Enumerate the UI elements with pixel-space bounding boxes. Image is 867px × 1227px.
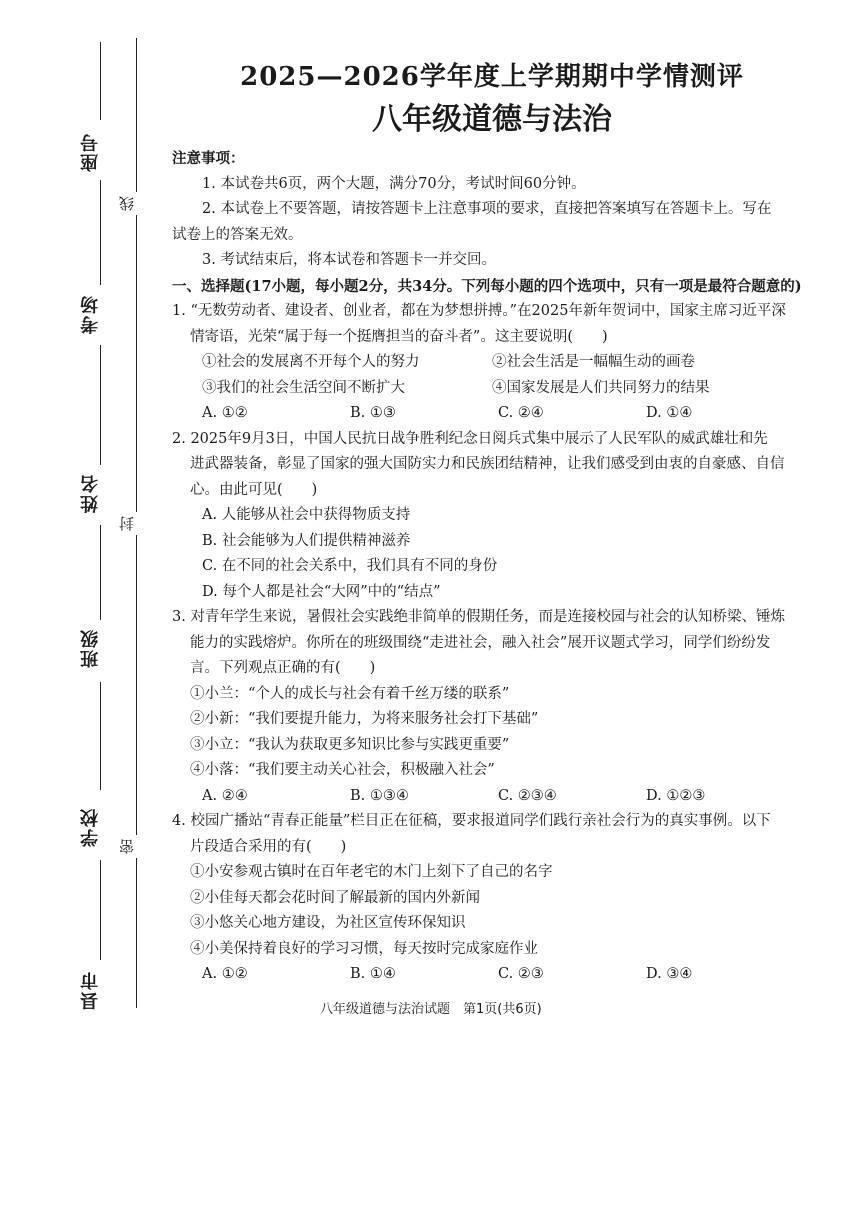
statement: ③小立：“我认为获取更多知识比参与实践更重要” [190, 736, 510, 753]
options-row [172, 784, 812, 810]
question-2 [172, 427, 812, 606]
notice-heading: 注意事项： [172, 150, 245, 167]
question-stem: 片段适合采用的有( ) [190, 838, 347, 855]
seal-char-line: 线 [116, 192, 137, 215]
question-stem: 言。下列观点正确的有( ) [190, 660, 376, 676]
statement: ③小悠关心地方建设，为社区宣传环保知识 [190, 915, 466, 931]
statement: ④小落：“我们要主动关心社会，积极融入社会” [190, 762, 495, 778]
statement: ②小新：“我们要提升能力，为将来服务社会打下基础” [190, 711, 539, 727]
class-label: 班级 [80, 628, 101, 668]
question-stem: 能力的实践熔炉。你所在的班级围绕“走进社会，融入社会”展开议题式学习，同学们纷纷发 [190, 634, 771, 651]
option-d: D. ①④ [646, 405, 693, 421]
exam-room-label: 考场 [80, 294, 101, 334]
question-stem: 心。由此可见( ) [190, 481, 318, 498]
option-b: B. ①③ [350, 405, 396, 421]
option-b: B. ①③④ [350, 787, 409, 804]
question-1 [172, 299, 812, 427]
option-d: D. ①②③ [646, 787, 706, 804]
option-b: B. 社会能够为人们提供精神滋养 [202, 532, 411, 549]
statement: ②小佳每天都会花时间了解最新的国内外新闻 [190, 889, 480, 906]
notice-item: 2. 本试卷上不要答题，请按答题卡上注意事项的要求，直接把答案填写在答题卡上。写在 [202, 201, 772, 217]
options-row [172, 401, 812, 427]
question-stem: 4. 校园广播站“青春正能量”栏目正在征稿，要求报道同学们践行亲社会行为的真实事例。以下 [172, 813, 771, 829]
statement: ④小美保持着良好的学习习惯，每天按时完成家庭作业 [190, 940, 538, 957]
notice-item: 3. 考试结束后，将本试卷和答题卡一并交回。 [202, 252, 496, 268]
page-footer: 八年级道德与法治试题 第1页(共6页) [320, 1002, 542, 1017]
option-b: B. ①④ [350, 966, 396, 982]
option-a: A. 人能够从社会中获得物质支持 [202, 507, 411, 523]
seal-char-seal: 封 [116, 512, 137, 535]
option-a: A. ②④ [202, 787, 248, 804]
notice-item: 试卷上的答案无效。 [172, 226, 303, 243]
statement: ①小兰：“个人的成长与社会有着千丝万缕的联系” [190, 685, 510, 702]
statement: ①小安参观古镇时在百年老宅的木门上刻下了自己的名字 [190, 864, 553, 880]
option-c: C. 在不同的社会关系中，我们具有不同的身份 [202, 558, 498, 574]
question-3 [172, 605, 812, 809]
statement: ②社会生活是一幅幅生动的画卷 [492, 354, 695, 370]
option-c: C. ②③ [498, 966, 544, 982]
question-stem: 1. “无数劳动者、建设者、创业者，都在为梦想拼搏。”在2025年新年贺词中，国家主席习近平深 [172, 303, 786, 319]
exam-content [172, 58, 812, 988]
question-stem: 情寄语，光荣“属于每一个挺膺担当的奋斗者”。这主要说明( ) [190, 328, 608, 345]
statement: ①社会的发展离不开每个人的努力 [202, 354, 420, 370]
options-row [172, 962, 812, 988]
binding-margin [0, 0, 145, 1020]
notice-item: 1. 本试卷共6页，两个大题，满分70分，考试时间60分钟。 [202, 175, 586, 192]
subject-title: 八年级道德与法治 [372, 102, 612, 137]
statement-row [172, 350, 812, 376]
question-stem: 3. 对青年学生来说，暑假社会实践绝非简单的假期任务，而是连接校园与社会的认知桥梁、锤炼 [172, 609, 785, 625]
county-label: 县市 [80, 970, 101, 1010]
exam-title: 2025—2026学年度上学期期中学情测评 [240, 62, 744, 92]
statement: ④国家发展是人们共同努力的结果 [492, 379, 710, 396]
option-d: D. ③④ [646, 966, 693, 982]
statement-row [172, 376, 812, 402]
seat-number-label: 座号 [80, 132, 101, 172]
option-a: A. ①② [202, 966, 248, 982]
seal-char-secret: 密 [116, 835, 137, 858]
name-label: 姓名 [80, 473, 101, 513]
question-stem: 进武器装备，彰显了国家的强大国防实力和民族团结精神，让我们感受到由衷的自豪感、自信 [190, 456, 785, 472]
question-4 [172, 809, 812, 988]
option-a: A. ①② [202, 405, 248, 421]
school-label: 学校 [80, 807, 101, 847]
option-d: D. 每个人都是社会“大网”中的“结点” [202, 583, 441, 600]
statement: ③我们的社会生活空间不断扩大 [202, 379, 405, 396]
question-stem: 2. 2025年9月3日，中国人民抗日战争胜利纪念日阅兵式集中展示了人民军队的威武雄壮和先 [172, 430, 768, 447]
option-c: C. ②④ [498, 405, 544, 421]
section-heading: 一、选择题(17小题，每小题2分，共34分。下列每小题的四个选项中，只有一项是最符合题意的) [172, 277, 802, 295]
option-c: C. ②③④ [498, 787, 557, 804]
